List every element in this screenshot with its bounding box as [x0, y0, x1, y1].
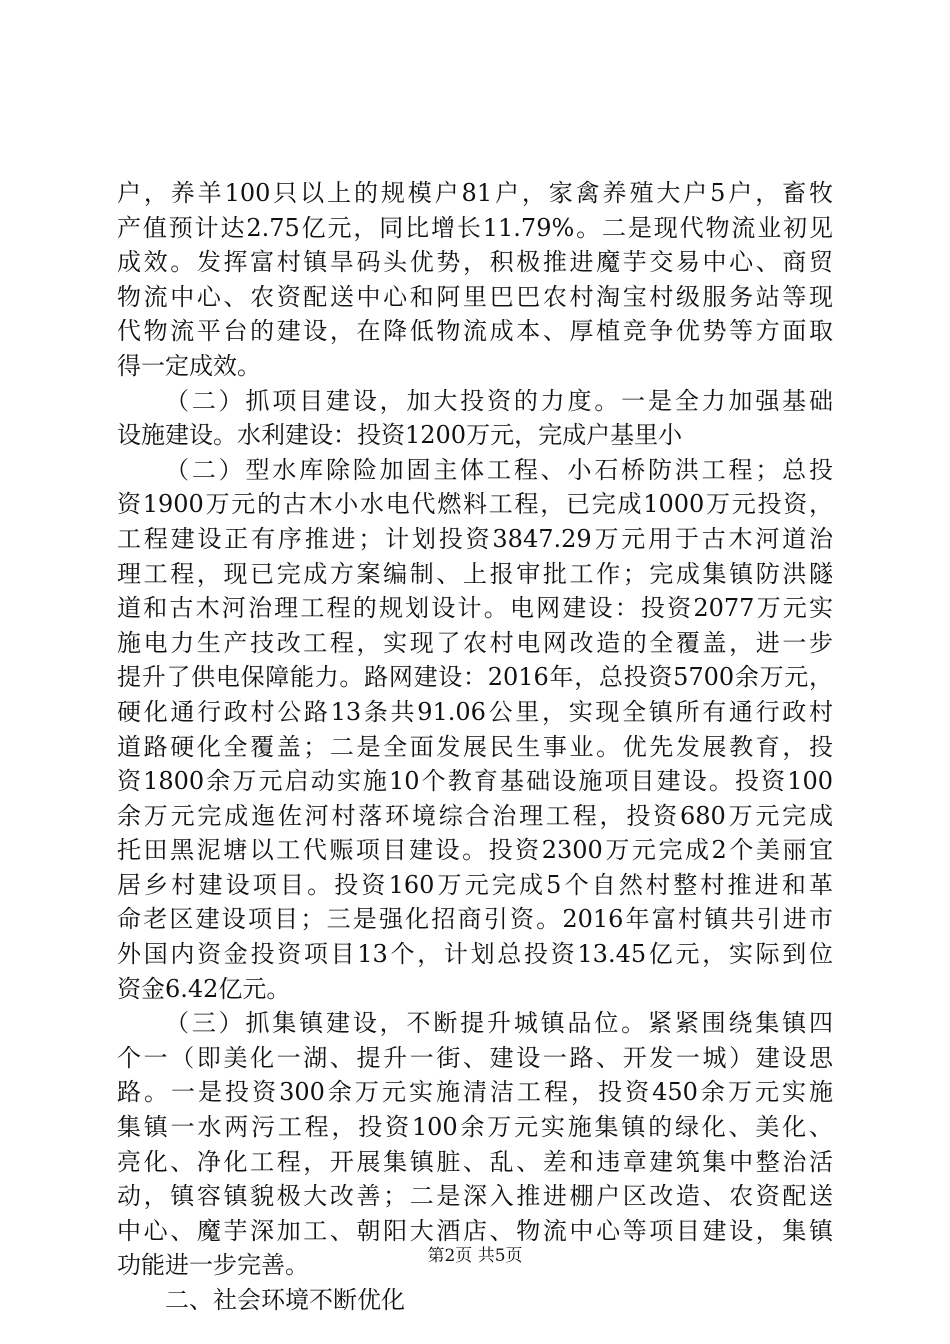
text-line: 余万元完成迤佐河村落环境综合治理工程，投资680万元完成	[117, 801, 833, 830]
text-line: 外国内资金投资项目13个，计划总投资13.45亿元，实际到位	[117, 940, 833, 969]
text-line: 功能进一步完善。	[117, 1251, 309, 1280]
text-line: 设施建设。水利建设：投资1200万元，完成户基里小	[117, 421, 683, 450]
paragraph-heading: （二）抓项目建设，加大投资的力度。一是全力加强基础	[165, 386, 833, 415]
text-line: 成效。发挥富村镇旱码头优势，积极推进魔芋交易中心、商贸	[117, 248, 833, 277]
paragraph-heading: （二）型水库除险加固主体工程、小石桥防洪工程；总投	[165, 455, 833, 484]
body-text	[117, 176, 833, 1318]
text-line: 道路硬化全覆盖；二是全面发展民生事业。优先发展教育，投	[117, 732, 833, 761]
page-number: 第2页 共5页	[427, 1246, 523, 1266]
text-line: 硬化通行政村公路13条共91.06公里，实现全镇所有通行政村	[117, 697, 833, 726]
text-line: 代物流平台的建设，在降低物流成本、厚植竞争优势等方面取	[117, 317, 833, 346]
text-line: 物流中心、农资配送中心和阿里巴巴农村淘宝村级服务站等现	[117, 282, 833, 311]
text-line: 理工程，现已完成方案编制、上报审批工作；完成集镇防洪隧	[117, 559, 833, 588]
text-line: 个一（即美化一湖、提升一街、建设一路、开发一城）建设思	[117, 1043, 833, 1072]
text-line: 户，养羊100只以上的规模户81户，家禽养殖大户5户，畜牧	[117, 179, 833, 207]
text-line: 施电力生产技改工程，实现了农村电网改造的全覆盖，进一步	[117, 628, 833, 657]
text-line: 居乡村建设项目。投资160万元完成5个自然村整村推进和革	[117, 870, 833, 899]
text-line: 工程建设正有序推进；计划投资3847.29万元用于古木河道治	[117, 524, 833, 553]
text-line: 资1900万元的古木小水电代燃料工程，已完成1000万元投资，	[117, 490, 833, 519]
section-heading: 二、社会环境不断优化	[165, 1286, 405, 1314]
text-line: 产值预计达2.75亿元，同比增长11.79%。二是现代物流业初见	[117, 213, 833, 242]
text-line: 中心、魔芋深加工、朝阳大酒店、物流中心等项目建设，集镇	[117, 1216, 833, 1245]
page-footer	[0, 1244, 950, 1268]
text-line: 提升了供电保障能力。路网建设：2016年，总投资5700余万元，	[117, 663, 833, 692]
text-line: 动，镇容镇貌极大改善；二是深入推进棚户区改造、农资配送	[117, 1182, 833, 1211]
text-line: 得一定成效。	[117, 351, 261, 380]
text-line: 集镇一水两污工程，投资100余万元实施集镇的绿化、美化、	[117, 1113, 833, 1142]
text-line: 亮化、净化工程，开展集镇脏、乱、差和违章建筑集中整治活	[117, 1147, 833, 1176]
text-line: 托田黑泥塘以工代赈项目建设。投资2300万元完成2个美丽宜	[117, 836, 833, 865]
text-line: 资1800余万元启动实施10个教育基础设施项目建设。投资100	[117, 767, 833, 796]
text-line: 资金6.42亿元。	[117, 974, 291, 1003]
text-line: 命老区建设项目；三是强化招商引资。2016年富村镇共引进市	[117, 905, 833, 934]
paragraph-heading: （三）抓集镇建设，不断提升城镇品位。紧紧围绕集镇四	[165, 1009, 833, 1038]
text-line: 路。一是投资300余万元实施清洁工程，投资450余万元实施	[117, 1078, 833, 1107]
text-line: 道和古木河治理工程的规划设计。电网建设：投资2077万元实	[117, 594, 833, 623]
